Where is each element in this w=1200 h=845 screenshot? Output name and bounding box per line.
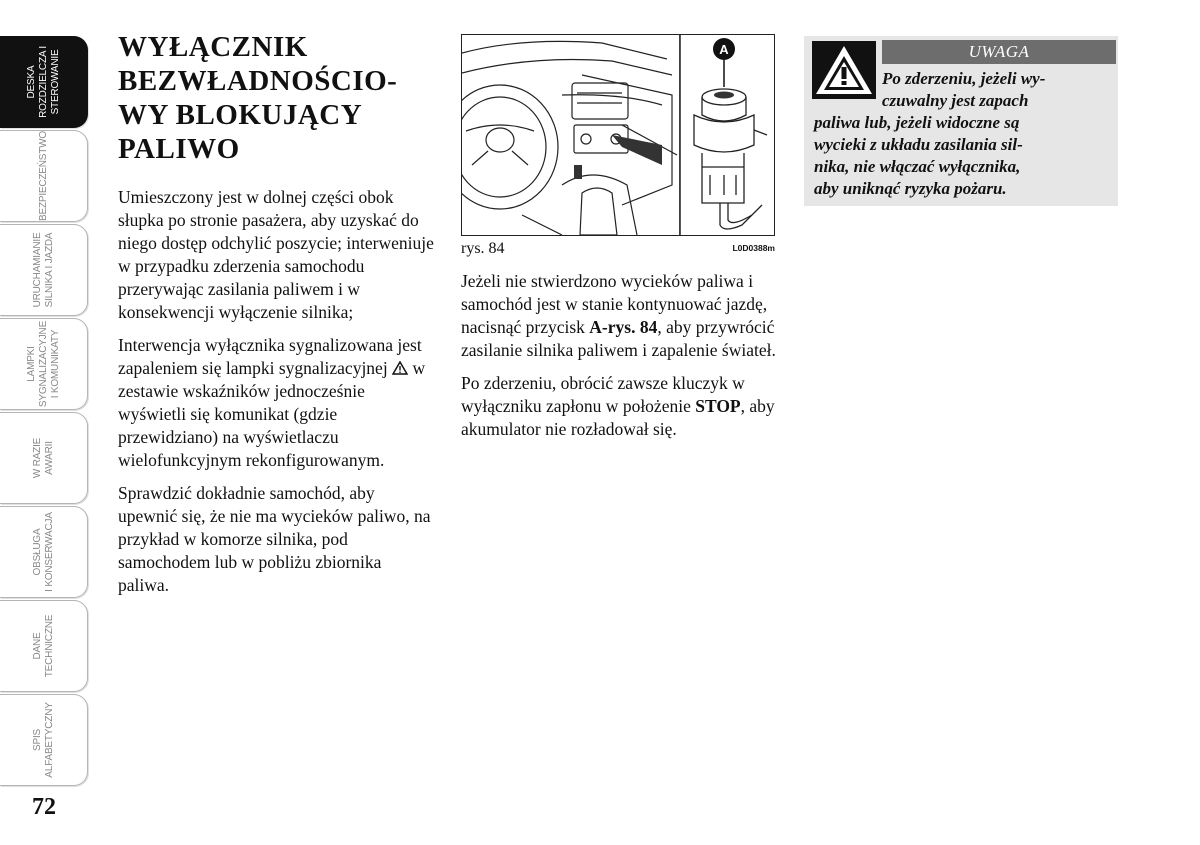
tab-label: ROZDZIELCZA I [37, 46, 49, 118]
title-line: PALIWO [118, 133, 240, 165]
tab-uruchamianie[interactable] [0, 224, 88, 316]
paragraph: Sprawdzić dokładnie samochód, aby upewnić się, że nie ma wycieków paliwo, na przykład w komorze silnika, pod samochodem lub w pobliżu zbiornika paliwa. [118, 483, 431, 595]
tab-label: SYGNALIZACYJNE [37, 320, 49, 408]
title-line: WY BLOKUJĄCY [118, 99, 363, 131]
tab-deska-rozdzielcza[interactable] [0, 36, 88, 128]
tab-label: I KONSERWACJA [43, 512, 55, 592]
tab-label: STEROWANIE [49, 49, 61, 115]
tab-obsluga[interactable] [0, 506, 88, 598]
figure-illustration [461, 34, 775, 236]
warning-box [804, 36, 1118, 206]
tab-label: I KOMUNIKATY [49, 329, 61, 399]
paragraph: Jeżeli nie stwierdzono wycieków paliwa i samochód jest w stanie kontynuować jazdę, nacisnąć przycisk A-rys. 84, aby przywrócić zasilanie silnika paliwem i zapalenie świateł. [461, 271, 776, 360]
tab-label: URUCHAMIANIE [31, 232, 43, 308]
tab-label: OBSŁUGA [31, 528, 43, 576]
section-title [118, 30, 434, 166]
tab-label: DESKA [25, 65, 37, 99]
warning-text: Po zderzeniu, jeżeli wy- czuwalny jest zapach paliwa lub, jeżeli widoczne są wycieki z układu zasilania sil- nika, nie włączać wyłącznika, aby uniknąć ryzyka pożaru. [814, 69, 1046, 198]
tab-label: BEZPIECZEŃSTWO [37, 131, 49, 221]
paragraph: Po zderzeniu, obrócić zawsze kluczyk w wyłączniku zapłonu w położenie STOP, aby akumulator nie rozładował się. [461, 373, 775, 439]
tab-w-razie-awarii[interactable] [0, 412, 88, 504]
figure-caption: rys. 84 [461, 240, 505, 257]
tab-spis-alfabetyczny[interactable] [0, 694, 88, 786]
tab-label: TECHNICZNE [43, 614, 55, 678]
page-number: 72 [32, 794, 56, 820]
column-1 [118, 30, 434, 607]
title-line: WYŁĄCZNIK [118, 31, 308, 63]
warning-heading: UWAGA [882, 40, 1116, 64]
dashboard-illustration [462, 35, 775, 236]
figure-reference: A-rys. 84 [589, 317, 658, 337]
tab-label: AWARII [43, 441, 55, 475]
paragraph: Umieszczony jest w dolnej części obok słupka po stronie pasażera, aby uzyskać do niego dostęp odchylić poszycie; interweniuje w przypadku zderzenia samochodu przerywając zasilania paliwem i w konsekwencji wyłączenie silnika; [118, 187, 434, 322]
tab-label: DANE [31, 632, 43, 660]
warning-triangle-icon [392, 361, 408, 375]
tab-label: LAMPKI [25, 346, 37, 382]
tab-label: SPIS [31, 729, 43, 751]
tab-label: SILNIKA I JAZDA [43, 232, 55, 308]
column-2 [461, 34, 777, 451]
tab-bezpieczenstwo[interactable] [0, 130, 88, 222]
paragraph: Interwencja wyłącznika sygnalizowana jest zapaleniem się lampki sygnalizacyjnej w zestawie wskaźników jednocześnie wyświetli się komunikat (gdzie przewidziano) na wyświetlaczu wielofunkcyjnym rekonfigurowanym. [118, 335, 426, 470]
tab-lampki[interactable] [0, 318, 88, 410]
title-line: BEZWŁADNOŚCIO- [118, 65, 398, 97]
callout-a: A [719, 42, 729, 57]
stop-position: STOP [695, 396, 741, 416]
tab-label: W RAZIE [31, 437, 43, 479]
tab-label: ALFABETYCZNY [43, 702, 55, 778]
tab-dane-techniczne[interactable] [0, 600, 88, 692]
figure-code: L0D0388m [732, 243, 775, 253]
